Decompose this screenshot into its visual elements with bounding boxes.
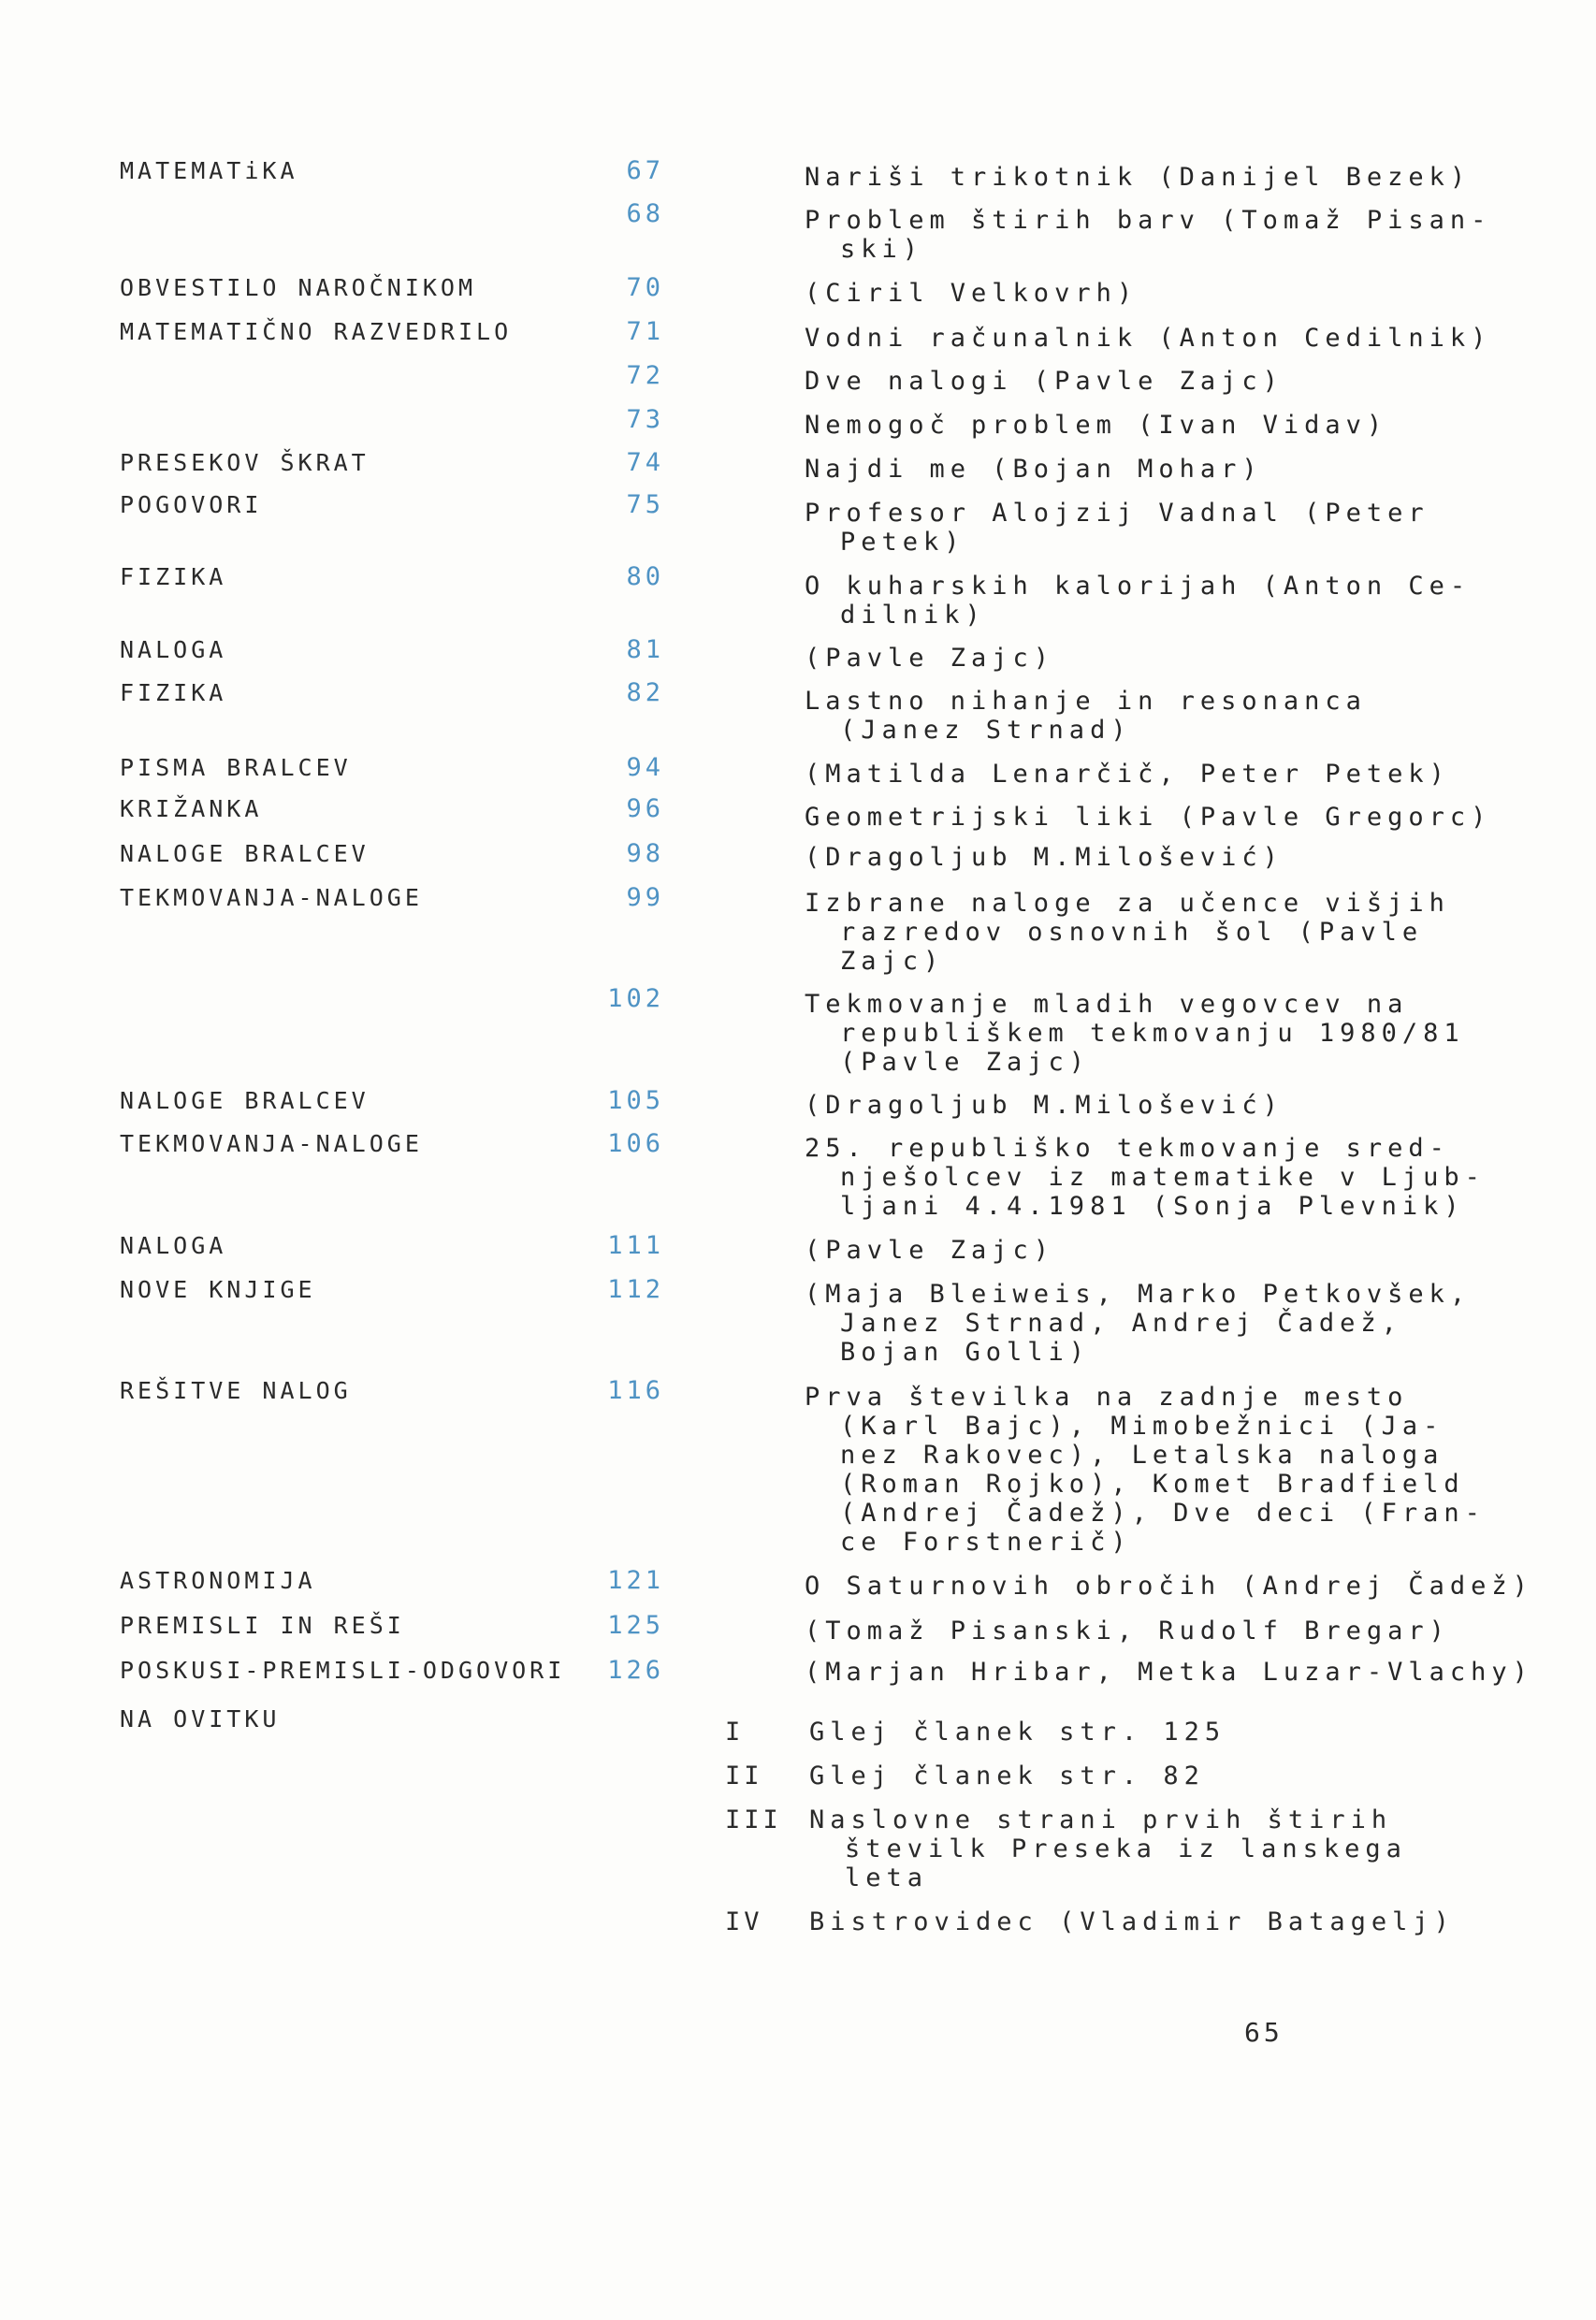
entry-line: (Maja Bleiweis, Marko Petkovšek, (805, 1280, 1472, 1309)
cover-entry (809, 1718, 1408, 1747)
section-heading: NA OVITKU (120, 1705, 281, 1733)
page-ref: 98 (626, 839, 664, 868)
entry-line: dilnik) (840, 601, 986, 630)
article-entry (805, 1280, 1472, 1367)
article-entry (805, 1383, 1486, 1557)
entry-line: številk Preseka iz lanskega (845, 1834, 1407, 1863)
article-entry (805, 1091, 1422, 1120)
cover-numeral: I (725, 1718, 745, 1747)
article-entry (805, 367, 1422, 396)
entry-line: Bojan Golli) (840, 1338, 1091, 1367)
entry-line: republiškem tekmovanju 1980/81 (840, 1019, 1465, 1048)
section-heading: POSKUSI-PREMISLI-ODGOVORI (120, 1657, 566, 1684)
entry-line: Prva številka na zadnje mesto (805, 1383, 1409, 1412)
article-entry (805, 1617, 1450, 1646)
section-heading: FIZIKA (120, 679, 227, 706)
entry-line: (Pavle Zajc) (805, 1236, 1055, 1265)
entry-line: O kuharskih kalorijah (Anton Ce- (805, 572, 1472, 601)
entry-line: (Tomaž Pisanski, Rudolf Bregar) (805, 1617, 1450, 1646)
page-ref: 121 (607, 1566, 664, 1595)
cover-numeral: IV (725, 1907, 763, 1936)
entry-line: Naslovne strani prvih štirih (809, 1805, 1393, 1834)
entry-line: ljani 4.4.1981 (Sonja Plevnik) (840, 1192, 1465, 1221)
entry-line: Petek) (840, 528, 965, 557)
entry-line: Geometrijski liki (Pavle Gregorc) (805, 803, 1492, 832)
entry-line: Bistrovidec (Vladimir Batagelj) (809, 1907, 1455, 1936)
entry-line: Glej članek str. 82 (809, 1762, 1205, 1791)
entry-line: Problem štirih barv (Tomaž Pisan- (805, 206, 1492, 235)
page-ref: 94 (626, 753, 664, 782)
entry-line: nješolcev iz matematike v Ljub- (840, 1163, 1486, 1192)
article-entry (805, 411, 1422, 440)
article-entry (805, 644, 1422, 673)
entry-line: razredov osnovnih šol (Pavle (840, 918, 1424, 947)
article-entry (805, 1236, 1422, 1265)
page-ref: 105 (607, 1086, 664, 1115)
article-entry (805, 572, 1472, 630)
article-entry (805, 499, 1429, 557)
article-entry (805, 279, 1422, 308)
section-heading: NALOGE BRALCEV (120, 840, 370, 867)
section-heading: PRESEKOV ŠKRAT (120, 449, 370, 476)
entry-line: (Andrej Čadež), Dve deci (Fran- (840, 1499, 1486, 1528)
entry-line: Janez Strnad, Andrej Čadež, (840, 1309, 1402, 1338)
cover-numeral: II (725, 1762, 763, 1791)
entry-line: Glej članek str. 125 (809, 1718, 1226, 1747)
entry-line: (Dragoljub M.Milošević) (805, 843, 1284, 872)
section-heading: NOVE KNJIGE (120, 1276, 316, 1303)
section-heading: ASTRONOMIJA (120, 1567, 316, 1594)
article-entry (805, 687, 1422, 745)
entry-line: Najdi me (Bojan Mohar) (805, 455, 1263, 484)
section-heading: MATEMATIČNO RAZVEDRILO (120, 318, 513, 345)
page-ref: 74 (626, 448, 664, 477)
section-heading: MATEMATiKA (120, 157, 298, 184)
article-entry (805, 1134, 1486, 1221)
section-heading: POGOVORI (120, 491, 263, 518)
page-ref: 68 (626, 199, 664, 228)
section-heading: NALOGA (120, 1232, 227, 1259)
page-ref: 125 (607, 1611, 664, 1640)
page-ref: 70 (626, 273, 664, 302)
entry-line: (Pavle Zajc) (840, 1048, 1091, 1077)
section-heading: NALOGA (120, 636, 227, 663)
section-heading: OBVESTILO NAROČNIKOM (120, 274, 477, 301)
entry-line: (Janez Strnad) (840, 716, 1132, 745)
article-entry (805, 889, 1450, 976)
page-ref: 72 (626, 361, 664, 390)
page-number: 65 (1244, 2017, 1284, 2048)
page-ref: 106 (607, 1129, 664, 1158)
page-ref: 80 (626, 562, 664, 591)
page-ref: 116 (607, 1376, 664, 1405)
article-entry (805, 803, 1492, 832)
entry-line: Vodni računalnik (Anton Cedilnik) (805, 324, 1492, 353)
section-heading: FIZIKA (120, 563, 227, 590)
section-heading: TEKMOVANJA-NALOGE (120, 884, 423, 911)
section-heading: PREMISLI IN REŠI (120, 1612, 405, 1639)
article-entry (805, 990, 1465, 1077)
page-ref: 82 (626, 678, 664, 707)
article-entry (805, 760, 1450, 789)
entry-line: Izbrane naloge za učence višjih (805, 889, 1450, 918)
page-ref: 67 (626, 156, 664, 185)
entry-line: ce Forstnerič) (840, 1528, 1132, 1557)
page-ref: 81 (626, 635, 664, 664)
page-ref: 73 (626, 405, 664, 434)
entry-line: Lastno nihanje in resonanca (805, 687, 1367, 716)
entry-line: Zajc) (840, 947, 945, 976)
entry-line: Nariši trikotnik (Danijel Bezek) (805, 163, 1472, 192)
cover-numeral: III (725, 1805, 782, 1834)
page-ref: 126 (607, 1656, 664, 1685)
article-entry (805, 1572, 1533, 1601)
page-ref: 102 (607, 984, 664, 1013)
entry-line: Tekmovanje mladih vegovcev na (805, 990, 1409, 1019)
page-ref: 111 (607, 1231, 664, 1260)
section-heading: KRIŽANKA (120, 795, 263, 822)
section-heading: NALOGE BRALCEV (120, 1087, 370, 1114)
section-heading: REŠITVE NALOG (120, 1377, 352, 1404)
cover-entry (809, 1805, 1408, 1892)
cover-entry (809, 1762, 1408, 1791)
page-ref: 99 (626, 883, 664, 912)
article-entry (805, 324, 1492, 353)
entry-line: Dve nalogi (Pavle Zajc) (805, 367, 1284, 396)
entry-line: nez Rakovec), Letalska naloga (840, 1441, 1444, 1470)
page-ref: 112 (607, 1275, 664, 1304)
entry-line: 25. republiško tekmovanje sred- (805, 1134, 1450, 1163)
article-entry (805, 163, 1472, 192)
entry-line: (Roman Rojko), Komet Bradfield (840, 1470, 1465, 1499)
entry-line: (Marjan Hribar, Metka Luzar-Vlachy) (805, 1658, 1533, 1687)
entry-line: (Pavle Zajc) (805, 644, 1055, 673)
entry-line: Nemogoč problem (Ivan Vidav) (805, 411, 1388, 440)
article-entry (805, 455, 1422, 484)
article-entry (805, 206, 1492, 264)
entry-line: O Saturnovih obročih (Andrej Čadež) (805, 1572, 1533, 1601)
page-ref: 75 (626, 490, 664, 519)
entry-line: (Matilda Lenarčič, Peter Petek) (805, 760, 1450, 789)
article-entry (805, 1658, 1533, 1687)
entry-line: (Ciril Velkovrh) (805, 279, 1139, 308)
section-heading: TEKMOVANJA-NALOGE (120, 1130, 423, 1157)
entry-line: (Dragoljub M.Milošević) (805, 1091, 1284, 1120)
page-ref: 96 (626, 794, 664, 823)
entry-line: (Karl Bajc), Mimobežnici (Ja- (840, 1412, 1444, 1441)
entry-line: Profesor Alojzij Vadnal (Peter (805, 499, 1429, 528)
entry-line: ski) (840, 235, 924, 264)
article-entry (805, 843, 1422, 872)
entry-line: leta (845, 1863, 929, 1892)
page-ref: 71 (626, 317, 664, 346)
cover-entry (809, 1907, 1455, 1936)
section-heading: PISMA BRALCEV (120, 754, 352, 781)
